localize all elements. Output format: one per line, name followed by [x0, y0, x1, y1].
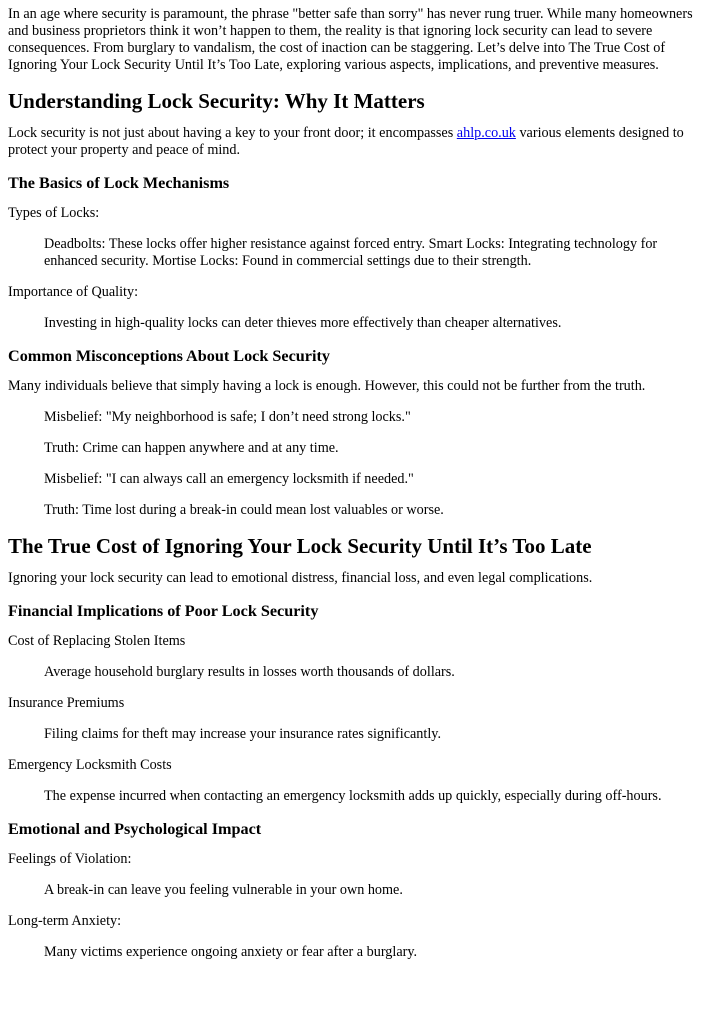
- emotional-item-text: Many victims experience ongoing anxiety or fear after a burglary.: [44, 944, 418, 960]
- subheading-emotional: Emotional and Psychological Impact: [8, 820, 262, 838]
- emotional-item-text: A break-in can leave you feeling vulnerable in your own home.: [44, 882, 403, 898]
- misconceptions-intro: Many individuals believe that simply having a lock is enough. However, this could not be further from the truth.: [8, 378, 646, 394]
- financial-item-label: Cost of Replacing Stolen Items: [8, 633, 186, 649]
- quality-label: Importance of Quality:: [8, 284, 139, 300]
- misconception-item: Misbelief: "I can always call an emergency locksmith if needed.": [44, 471, 414, 487]
- financial-item-text: Filing claims for theft may increase your insurance rates significantly.: [44, 726, 441, 742]
- quality-description: Investing in high-quality locks can deter thieves more effectively than cheaper alternatives.: [44, 315, 562, 331]
- misconception-item: Misbelief: "My neighborhood is safe; I don’t need strong locks.": [44, 409, 411, 425]
- lock-security-paragraph: [8, 125, 712, 159]
- subheading-basics: The Basics of Lock Mechanisms: [8, 174, 230, 192]
- paragraph-text-after-link: various elements designed to protect your property and peace of mind.: [8, 125, 684, 158]
- misconception-item: Truth: Crime can happen anywhere and at any time.: [44, 440, 339, 456]
- ahlp-link[interactable]: ahlp.co.uk: [456, 125, 516, 141]
- paragraph-text-before-link: Lock security is not just about having a key to your front door; it encompasses: [8, 125, 457, 141]
- financial-item-label: Insurance Premiums: [8, 695, 125, 711]
- emotional-item-label: Feelings of Violation:: [8, 851, 132, 867]
- section-heading-true-cost: The True Cost of Ignoring Your Lock Security Until It’s Too Late: [8, 534, 592, 558]
- financial-item-label: Emergency Locksmith Costs: [8, 757, 172, 773]
- types-label: Types of Locks:: [8, 205, 100, 221]
- financial-item-text: Average household burglary results in losses worth thousands of dollars.: [44, 664, 455, 680]
- true-cost-intro: Ignoring your lock security can lead to emotional distress, financial loss, and even legal complications.: [8, 570, 593, 586]
- financial-item-text: The expense incurred when contacting an emergency locksmith adds up quickly, especially during off-hours.: [44, 788, 662, 804]
- subheading-misconceptions: Common Misconceptions About Lock Security: [8, 347, 330, 365]
- intro-paragraph: In an age where security is paramount, the phrase "better safe than sorry" has never rung truer. While many homeowners and business proprietors think it won’t happen to them, the reality is that ignoring lock security can lead to severe consequences. From burglary to vandalism, the cost of inaction can be staggering. Let’s delve into The True Cost of Ignoring Your Lock Security Until It’s Too Late, exploring various aspects, implications, and preventive measures.: [8, 6, 693, 73]
- types-description: Deadbolts: These locks offer higher resistance against forced entry. Smart Locks: Integrating technology for enhanced security. Mortise Locks: Found in commercial settings due to their strength.: [44, 236, 658, 269]
- section-heading-lock-security: Understanding Lock Security: Why It Matters: [8, 89, 425, 113]
- misconception-item: Truth: Time lost during a break-in could mean lost valuables or worse.: [44, 502, 444, 518]
- emotional-item-label: Long-term Anxiety:: [8, 913, 122, 929]
- subheading-financial: Financial Implications of Poor Lock Security: [8, 602, 319, 620]
